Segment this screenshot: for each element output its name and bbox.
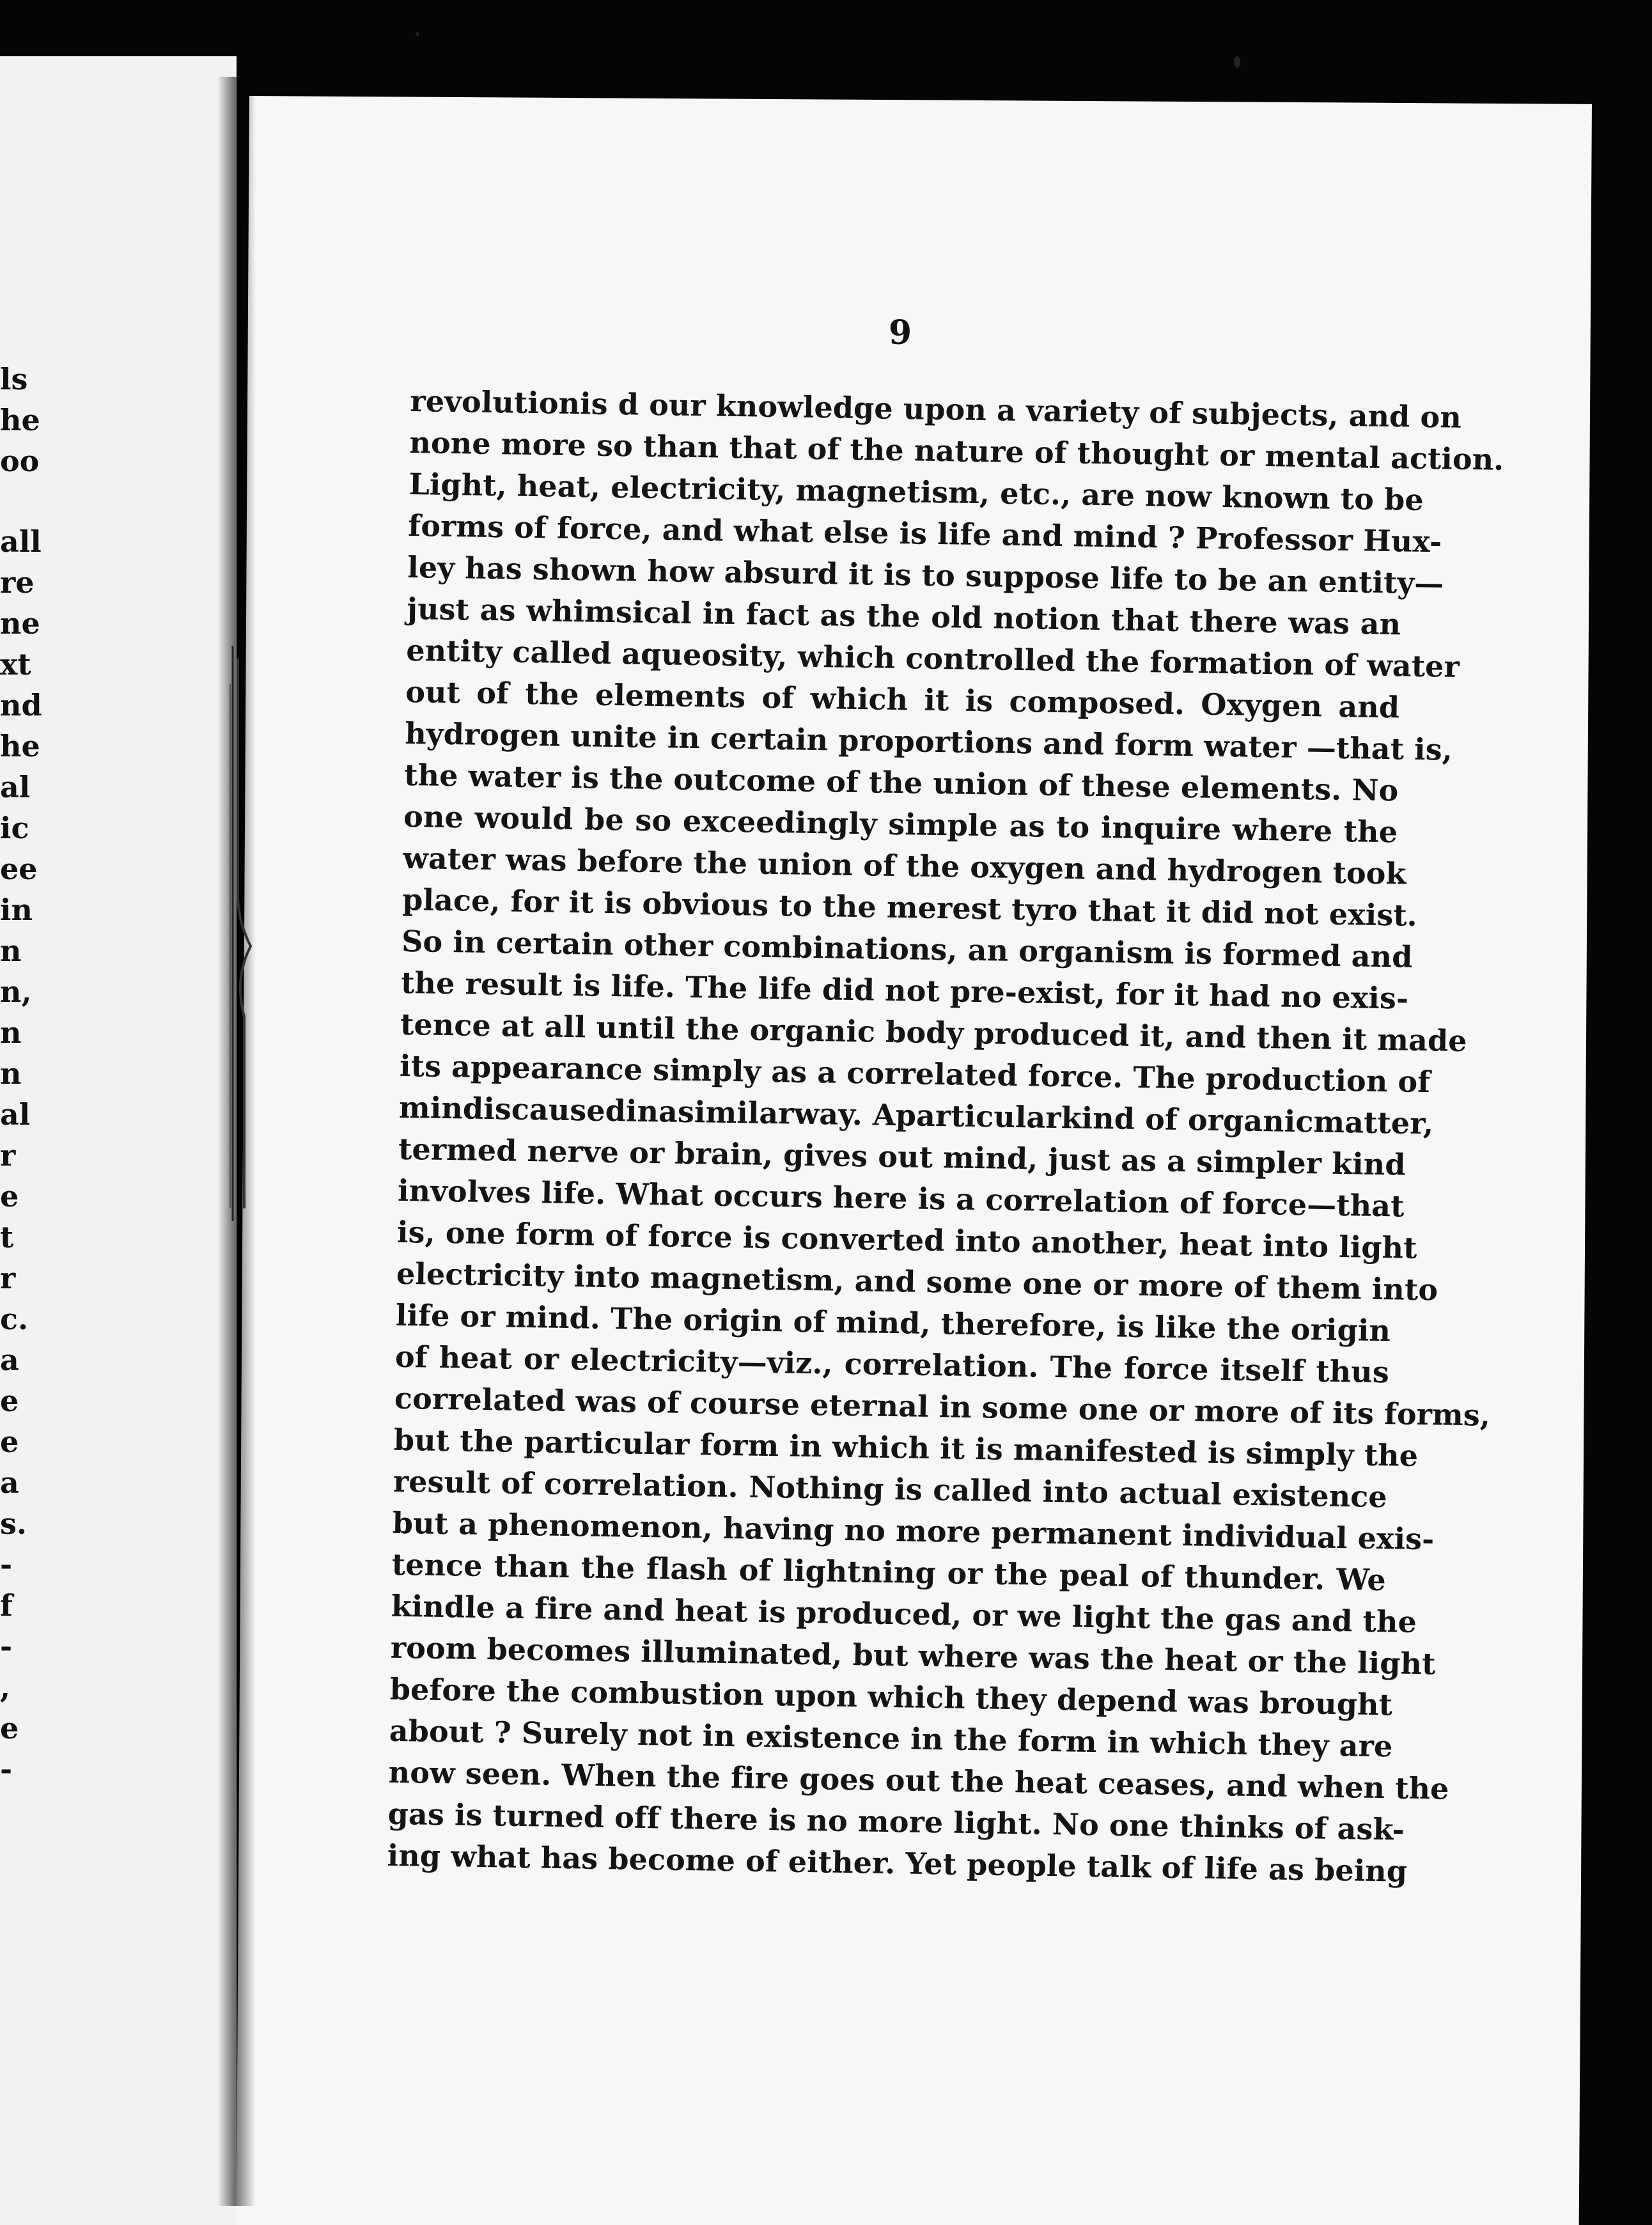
left-fragment: al [0,770,31,804]
left-fragment: - [0,1629,13,1664]
left-fragment: s. [0,1506,27,1541]
left-fragment: t [0,1220,14,1254]
left-fragment: e [0,1711,19,1745]
left-fragment: ls [0,362,28,396]
left-fragment: n [0,933,22,968]
text-line: out of the elements of which it is composed. Oxygen and [405,674,1400,725]
left-fragment: r [0,1261,16,1295]
text-line: termed nerve or brain, gives out mind, just as a simpler kind [398,1131,1407,1182]
text-line: ley has shown how absurd it is to suppose life to be an entity— [407,549,1444,601]
text-line: just as whimsical in fact as the old notion that there was an [406,591,1401,642]
left-fragment: ne [0,606,40,641]
text-line: room becomes illuminated, but where was the heat or the light [390,1630,1436,1682]
left-fragment: re [0,565,35,600]
page-number: 9 [889,313,912,352]
text-line: the result is life. The life did not pre-exist, for it had no exis- [400,965,1409,1016]
left-fragment: al [0,1097,31,1132]
text-line: but a phenomenon, having no more permanent individual exis- [392,1505,1435,1557]
text-line: now seen. When the fire goes out the heat ceases, and when the [388,1754,1449,1806]
text-line: tence than the flash of lightning or the peal of thunder. We [391,1547,1387,1598]
text-line: its appearance simply as a correlated force. The production of [399,1048,1431,1100]
left-fragment: in [0,893,33,927]
left-fragment: n [0,1056,22,1091]
text-line: result of correlation. Nothing is called into actual existence [393,1464,1388,1515]
text-line: electricity into magnetism, and some one or more of them into [396,1256,1438,1308]
left-fragment: ic [0,811,29,845]
text-line: is, one form of force is converted into another, heat into light [396,1214,1417,1265]
left-fragment: c. [0,1302,29,1336]
text-line: gas is turned off there is no more light. No one thinks of ask- [387,1796,1405,1847]
left-fragment: xt [0,647,31,682]
left-fragment: e [0,1179,19,1214]
text-line: correlated was of course eternal in some one or more of its forms, [394,1380,1491,1433]
left-fragment: n, [0,974,32,1009]
scan-speck [1234,56,1240,68]
left-fragment: ee [0,852,38,886]
text-line: but the particular form in which it is manifested is simply the [393,1422,1419,1473]
left-fragment: a [0,1343,19,1377]
text-line: the water is the outcome of the union of these elements. No [403,757,1399,808]
text-line: revolutionis d our knowledge upon a variety of subjects, and on [410,383,1462,435]
left-fragment: nd [0,688,42,722]
text-line: ing what has become of either. Yet people talk of life as being [387,1838,1408,1889]
text-line: one would be so exceedingly simple as to inquire where the [403,799,1398,850]
text-line: kindle a fire and heat is produced, or we light the gas and the [391,1588,1417,1639]
left-fragment: he [0,403,40,437]
body-text [387,380,1504,1892]
text-line: place, for it is obvious to the merest tyro that it did not exist. [401,882,1418,933]
text-line: water was before the union of the oxygen and hydrogen took [402,840,1407,891]
left-fragment: n [0,1015,22,1050]
left-fragment: all [0,524,42,559]
left-fragment: - [0,1547,13,1582]
text-line: tence at all until the organic body produced it, and then it made [400,1006,1468,1059]
left-fragment: e [0,1384,19,1418]
left-fragment: a [0,1465,19,1500]
text-line: about ? Surely not in existence in the form in which they are [389,1713,1393,1764]
text-line: life or mind. The origin of mind, therefore, is like the origin [395,1297,1391,1348]
left-fragment: oo [0,444,40,478]
left-fragment: f [0,1588,13,1623]
left-fragment: - [0,1752,13,1786]
text-line: of heat or electricity—viz., correlation. The force itself thus [394,1339,1390,1390]
binding-thread-mark [229,646,267,1221]
text-line: forms of force, and what else is life and mind ? Professor Hux- [408,508,1442,559]
text-line: entity called aqueosity, which controlled the formation of water [405,632,1460,684]
text-line: involves life. What occurs here is a correlation of force—that [397,1173,1405,1224]
text-line: none more so than that of the nature of thought or mental action. [409,425,1504,477]
left-facing-page [0,56,237,2225]
left-page-margin-fragments [0,56,70,2225]
text-line: mindiscausedinasimilarway. Aparticularkind of organicmatter, [398,1089,1434,1141]
left-fragment: r [0,1138,16,1173]
left-fragment: e [0,1425,19,1459]
left-fragment: , [0,1670,11,1705]
left-fragment: he [0,729,40,763]
text-line: Light, heat, electricity, magnetism, etc., are now known to be [409,466,1424,517]
text-line: hydrogen unite in certain proportions and form water —that is, [404,715,1453,767]
text-line: So in certain other combinations, an organism is formed and [401,923,1413,974]
scan-speck [416,32,419,36]
text-line: before the combustion upon which they depend was brought [389,1671,1393,1722]
